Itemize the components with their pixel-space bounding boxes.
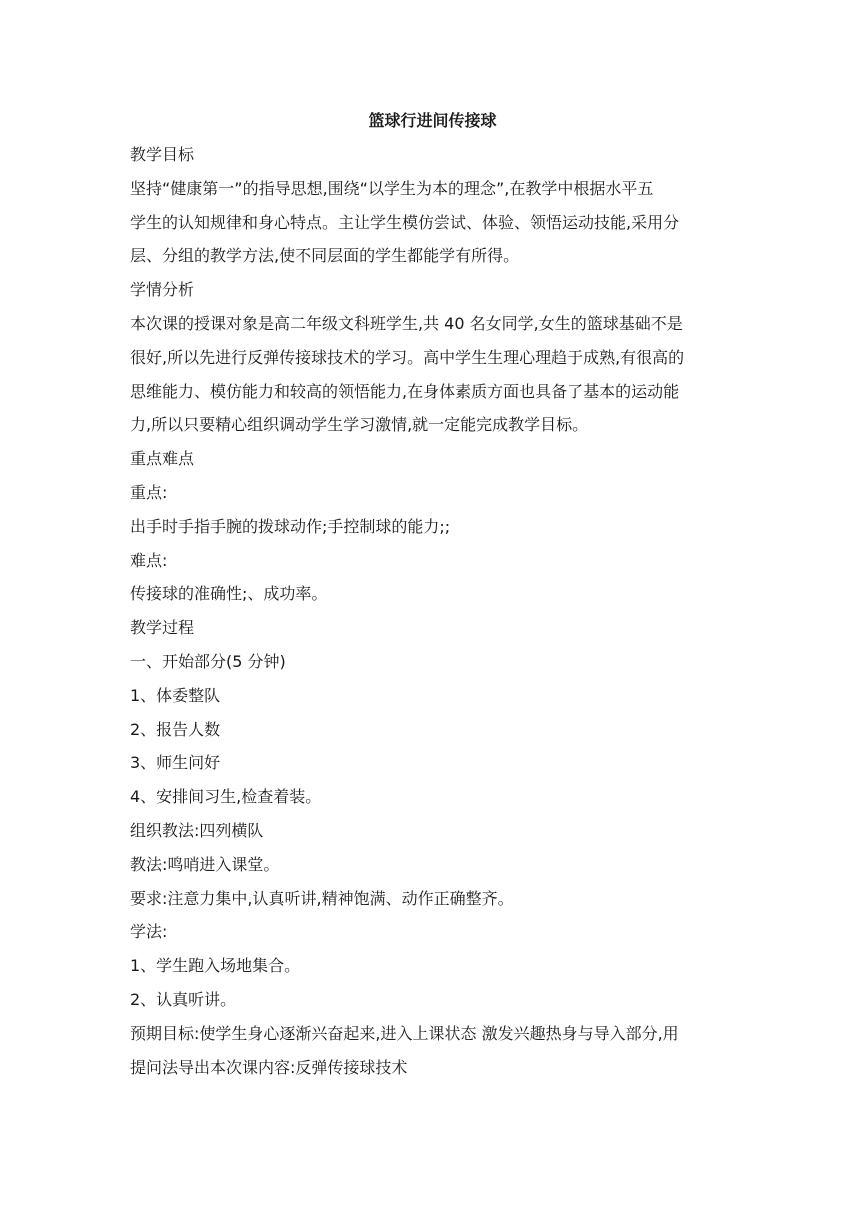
text-line: 2、报告人数 xyxy=(130,719,221,739)
paragraph-line: 坚持“健康第一”的指导思想,围绕“以学生为本的理念”,在教学中根据水平五 xyxy=(130,178,654,198)
text-line: 重点难点 xyxy=(130,449,195,469)
text-line: 传接球的准确性;、成功率。 xyxy=(130,584,328,604)
document-title: 篮球行进间传接球 xyxy=(368,111,497,130)
paragraph-line: 思维能力、模仿能力和较高的领悟能力,在身体素质方面也具备了基本的运动能 xyxy=(130,381,680,401)
text-line: 要求:注意力集中,认真听讲,精神饱满、动作正确整齐。 xyxy=(130,888,514,908)
text-line: 1、体委整队 xyxy=(130,685,221,705)
paragraph xyxy=(130,1017,735,1085)
paragraph-line: 本次课的授课对象是高二年级文科班学生,共 40 名女同学,女生的篮球基础不是 xyxy=(130,313,683,333)
text-line: 1、学生跑入场地集合。 xyxy=(130,956,301,976)
text-line: 4、安排间习生,检查着装。 xyxy=(130,787,322,807)
text-line: 教法:鸣哨进入课堂。 xyxy=(130,854,280,874)
text-line: 难点: xyxy=(130,550,168,570)
text-line: 2、认真听讲。 xyxy=(130,989,237,1009)
text-line: 出手时手指手腕的拨球动作;手控制球的能力;; xyxy=(130,516,451,536)
text-line: 学情分析 xyxy=(130,280,195,300)
text-line: 3、师生问好 xyxy=(130,753,221,773)
paragraph xyxy=(130,307,735,442)
document-body xyxy=(130,138,735,1084)
text-line: 重点: xyxy=(130,482,168,502)
paragraph-line: 提问法导出本次课内容:反弹传接球技术 xyxy=(130,1057,408,1077)
paragraph-line: 力,所以只要精心组织调动学生学习激情,就一定能完成教学目标。 xyxy=(130,415,589,435)
text-line: 组织教法:四列横队 xyxy=(130,820,264,840)
document-page xyxy=(130,104,735,1084)
paragraph-line: 层、分组的教学方法,使不同层面的学生都能学有所得。 xyxy=(130,246,520,266)
paragraph xyxy=(130,172,735,273)
paragraph-line: 学生的认知规律和身心特点。主让学生模仿尝试、体验、领悟运动技能,采用分 xyxy=(130,212,680,232)
paragraph-line: 很好,所以先进行反弹传接球技术的学习。高中学生生理心理趋于成熟,有很高的 xyxy=(130,347,685,367)
paragraph-line: 预期目标:使学生身心逐渐兴奋起来,进入上课状态 激发兴趣热身与导入部分,用 xyxy=(130,1023,679,1043)
text-line: 一、开始部分(5 分钟) xyxy=(130,651,286,671)
text-line: 教学目标 xyxy=(130,145,195,164)
text-line: 学法: xyxy=(130,922,168,942)
text-line: 教学过程 xyxy=(130,618,195,638)
